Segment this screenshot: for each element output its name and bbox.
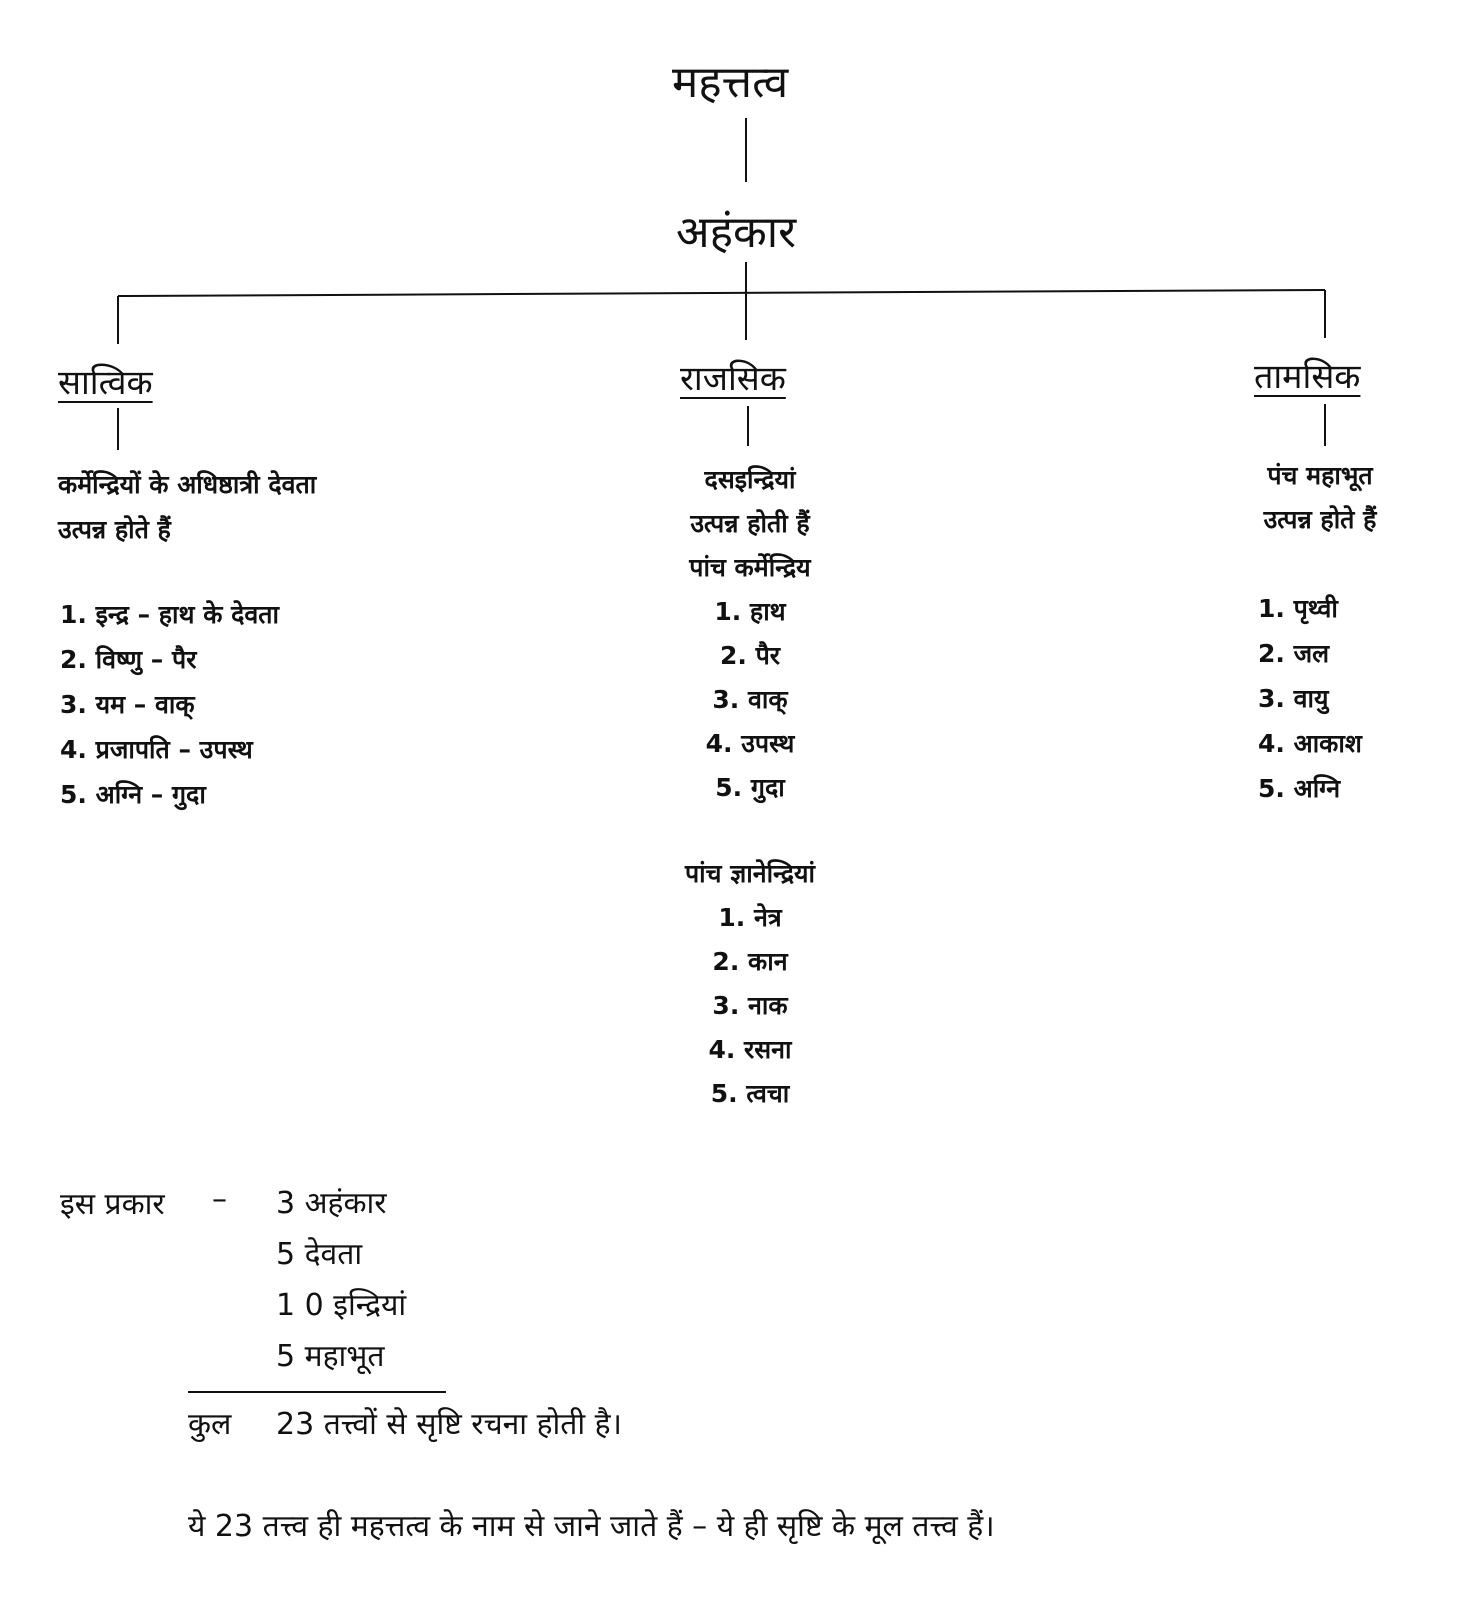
tamasik-description [1210, 454, 1430, 542]
gyan-heading: पांच ज्ञानेन्द्रियां [684, 859, 816, 888]
summary-row: 5 देवता [276, 1237, 363, 1272]
branch-satvik-label: सात्विक [58, 363, 153, 403]
rajasik-column [600, 458, 900, 810]
list-item: 3. वायु [1258, 684, 1329, 713]
karm-heading: पांच कर्मेन्द्रिय [689, 553, 811, 582]
summary-prefix: इस प्रकार [60, 1187, 165, 1222]
branch-rajasik-label: राजसिक [680, 359, 786, 399]
summary-row: 3 अहंकार [276, 1186, 387, 1221]
list-item: 1. पृथ्वी [1258, 594, 1338, 623]
summary-total-label: कुल [188, 1407, 232, 1442]
summary-row: 1 0 इन्द्रियां [276, 1288, 407, 1323]
list-item: 4. उपस्थ [705, 729, 795, 758]
list-item: 5. गुदा [715, 773, 785, 802]
summary-rows [276, 1178, 406, 1382]
rajasik-desc-line: उत्पन्न होती हैं [690, 509, 810, 538]
list-item: 3. नाक [712, 991, 788, 1020]
list-item: 5. अग्नि – गुदा [60, 780, 206, 809]
list-item: 5. अग्नि [1258, 774, 1341, 803]
list-item: 1. हाथ [714, 597, 786, 626]
list-item: 1. इन्द्र – हाथ के देवता [60, 600, 280, 629]
list-item: 3. वाक् [712, 685, 788, 714]
list-item: 3. यम – वाक् [60, 690, 195, 719]
satvik-description [58, 462, 316, 552]
satvik-list [60, 592, 279, 817]
closing-sentence: ये 23 तत्त्व ही महत्तत्व के नाम से जाने जाते हैं – ये ही सृष्टि के मूल तत्त्व हैं। [188, 1509, 995, 1544]
list-item: 2. जल [1258, 639, 1330, 668]
gyan-column [600, 852, 900, 1116]
list-item: 2. पैर [719, 641, 781, 670]
branch-tamasik-label: तामसिक [1254, 357, 1361, 397]
tamasik-desc-line: पंच महाभूत [1267, 461, 1373, 490]
summary-row: 5 महाभूत [276, 1339, 385, 1374]
list-item: 5. त्वचा [710, 1079, 790, 1108]
node-mahattattva: महत्तत्व [672, 57, 789, 108]
tamasik-desc-line: उत्पन्न होते हैं [1263, 505, 1377, 534]
connector-horizontal [118, 290, 1325, 296]
list-item: 4. प्रजापति – उपस्थ [60, 735, 253, 764]
list-item: 2. विष्णु – पैर [60, 645, 197, 674]
list-item: 4. आकाश [1258, 729, 1362, 758]
satvik-desc-line: कर्मेन्द्रियों के अधिष्ठात्री देवता [58, 470, 317, 499]
summary-dash: – [212, 1182, 227, 1217]
summary-total-text: 23 तत्त्वों से सृष्टि रचना होती है। [276, 1407, 622, 1442]
tamasik-list [1258, 586, 1362, 811]
list-item: 4. रसना [708, 1035, 792, 1064]
rajasik-desc-line: दसइन्द्रियां [704, 465, 796, 494]
list-item: 2. कान [712, 947, 788, 976]
node-ahankar: अहंकार [676, 207, 797, 258]
satvik-desc-line: उत्पन्न होते हैं [58, 515, 171, 544]
list-item: 1. नेत्र [718, 903, 782, 932]
